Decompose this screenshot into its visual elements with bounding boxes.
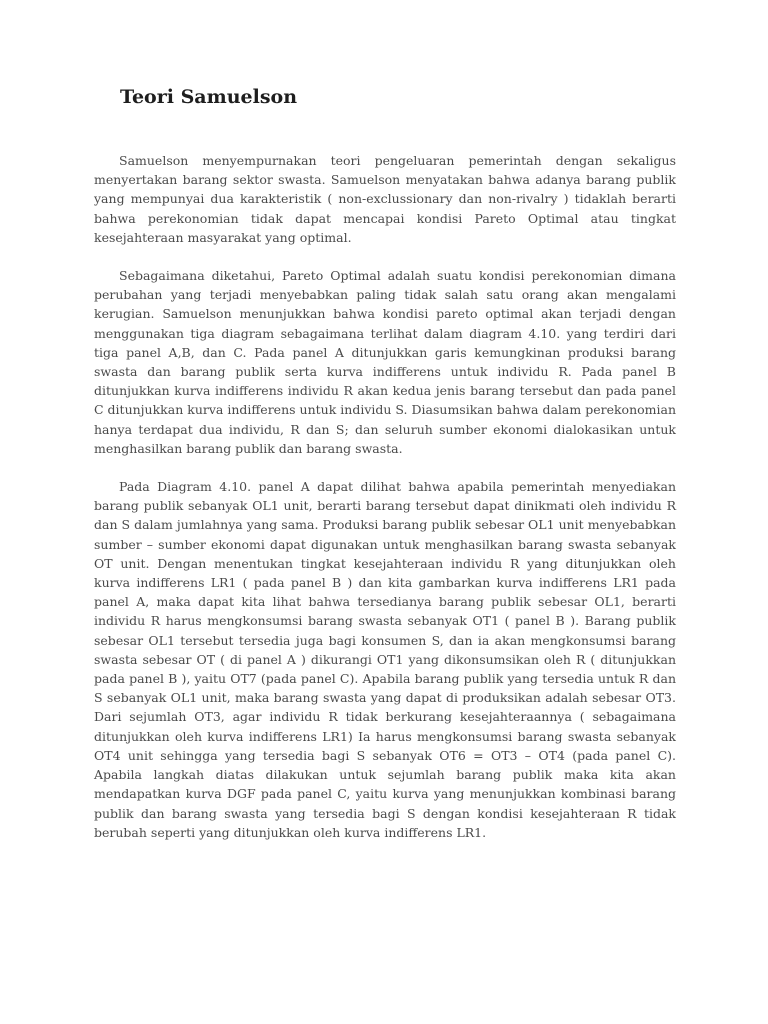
document-body bbox=[94, 151, 676, 861]
paragraph-2: Sebagaimana diketahui, Pareto Optimal adalah suatu kondisi perekonomian dimana perubahan yang terjadi menyebabkan paling tidak salah satu orang akan mengalami kerugian. Samuelson menunjukkan bahwa kondisi pareto optimal akan terjadi dengan menggunakan tiga diagram sebagaimana terlihat dalam diagram 4.10. yang terdiri dari tiga panel A,B, dan C. Pada panel A ditunjukkan garis kemungkinan produksi barang swasta dan barang publik serta kurva indifferens untuk individu R. Pada panel B ditunjukkan kurva indifferens individu R akan kedua jenis barang tersebut dan pada panel C ditunjukkan kurva indifferens untuk individu S. Diasumsikan bahwa dalam perekonomian hanya terdapat dua individu, R dan S; dan seluruh sumber ekonomi dialokasikan untuk menghasilkan barang publik dan barang swasta. bbox=[94, 268, 676, 456]
paragraph-3: Pada Diagram 4.10. panel A dapat dilihat bahwa apabila pemerintah menyediakan barang publik sebanyak OL1 unit, berarti barang tersebut dapat dinikmati oleh individu R dan S dalam jumlahnya yang sama. Produksi barang publik sebesar OL1 unit menyebabkan sumber – sumber ekonomi dapat digunakan untuk menghasilkan barang swasta sebanyak OT unit. Dengan menentukan tingkat kesejahteraan individu R yang ditunjukkan oleh kurva indifferens LR1 ( pada panel B ) dan kita gambarkan kurva indifferens LR1 pada panel A, maka dapat kita lihat bahwa tersedianya barang publik sebesar OL1, berarti individu R harus mengkonsumsi barang swasta sebanyak OT1 ( panel B ). Barang publik sebesar OL1 tersebut tersedia juga bagi konsumen S, dan ia akan mengkonsumsi barang swasta sebesar OT ( di panel A ) dikurangi OT1 yang dikonsumsikan oleh R ( ditunjukkan pada panel B ), yaitu OT7 (pada panel C). Apabila barang publik yang tersedia untuk R dan S sebanyak OL1 unit, maka barang swasta yang dapat di produksikan adalah sebesar OT3. Dari sejumlah OT3, agar individu R tidak berkurang kesejahteraannya ( sebagaimana ditunjukkan oleh kurva indifferens LR1) Ia harus mengkonsumsi barang swasta sebanyak OT4 unit sehingga yang tersedia bagi S sebanyak OT6 = OT3 – OT4 (pada panel C). Apabila langkah diatas dilakukan untuk sejumlah barang publik maka kita akan mendapatkan kurva DGF pada panel C, yaitu kurva yang menunjukkan kombinasi barang publik dan barang swasta yang tersedia bagi S dengan kondisi kesejahteraan R tidak berubah seperti yang ditunjukkan oleh kurva indifferens LR1. bbox=[94, 479, 676, 840]
page-title: Teori Samuelson bbox=[120, 86, 298, 108]
paragraph-1: Samuelson menyempurnakan teori pengeluaran pemerintah dengan sekaligus menyertakan barang sektor swasta. Samuelson menyatakan bahwa adanya barang publik yang mempunyai dua karakteristik ( non-exclussionary dan non-rivalry ) tidaklah berarti bahwa perekonomian tidak dapat mencapai kondisi Pareto Optimal atau tingkat kesejahteraan masyarakat yang optimal. bbox=[94, 153, 676, 245]
